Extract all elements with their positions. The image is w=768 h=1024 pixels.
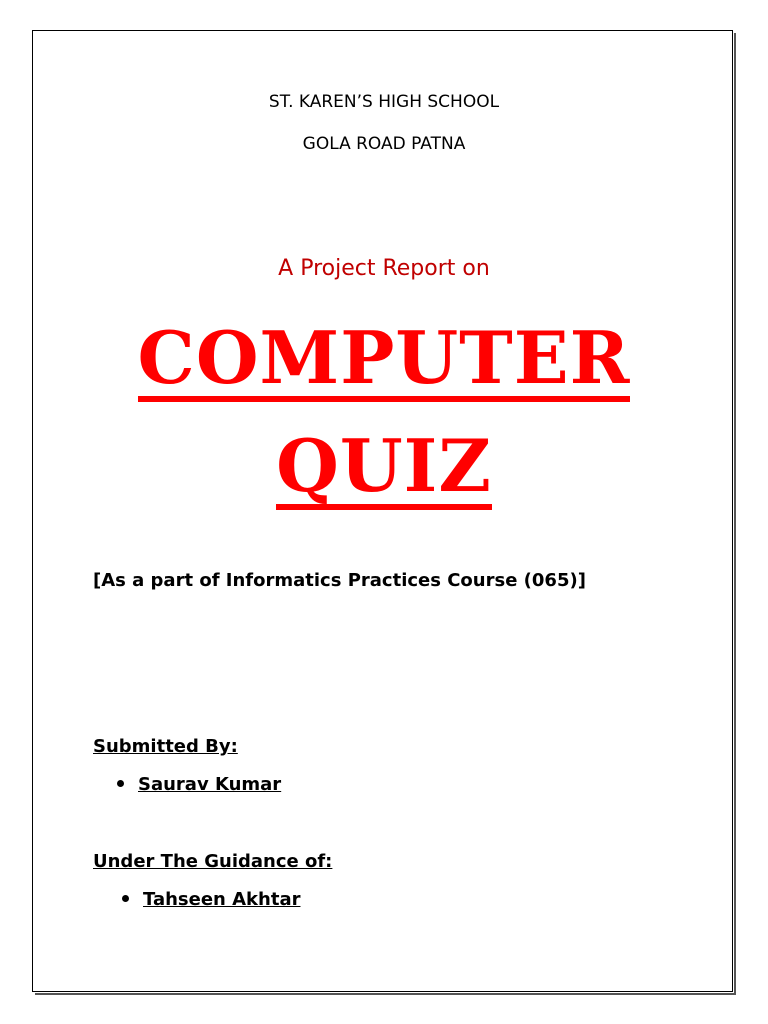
school-name: ST. KAREN’S HIGH SCHOOL [268,92,500,112]
title-text-quiz: QUIZ [276,423,492,508]
school-address: GOLA ROAD PATNA [302,134,466,154]
title-line-computer [0,315,768,402]
guide-list-item [122,889,300,910]
page-border [32,30,733,992]
title-text-computer: COMPUTER [137,315,631,400]
student-list-item [117,774,281,795]
student-name: Saurav Kumar [138,774,282,795]
course-note: [As a part of Informatics Practices Course (065)] [93,570,586,591]
guide-name: Tahseen Akhtar [143,889,301,910]
report-subtitle: A Project Report on [278,256,490,281]
guidance-heading: Under The Guidance of: [93,851,333,872]
bullet-icon [117,780,124,787]
bullet-icon [122,895,129,902]
submitted-by-heading: Submitted By: [93,736,238,757]
title-line-quiz [0,423,768,510]
